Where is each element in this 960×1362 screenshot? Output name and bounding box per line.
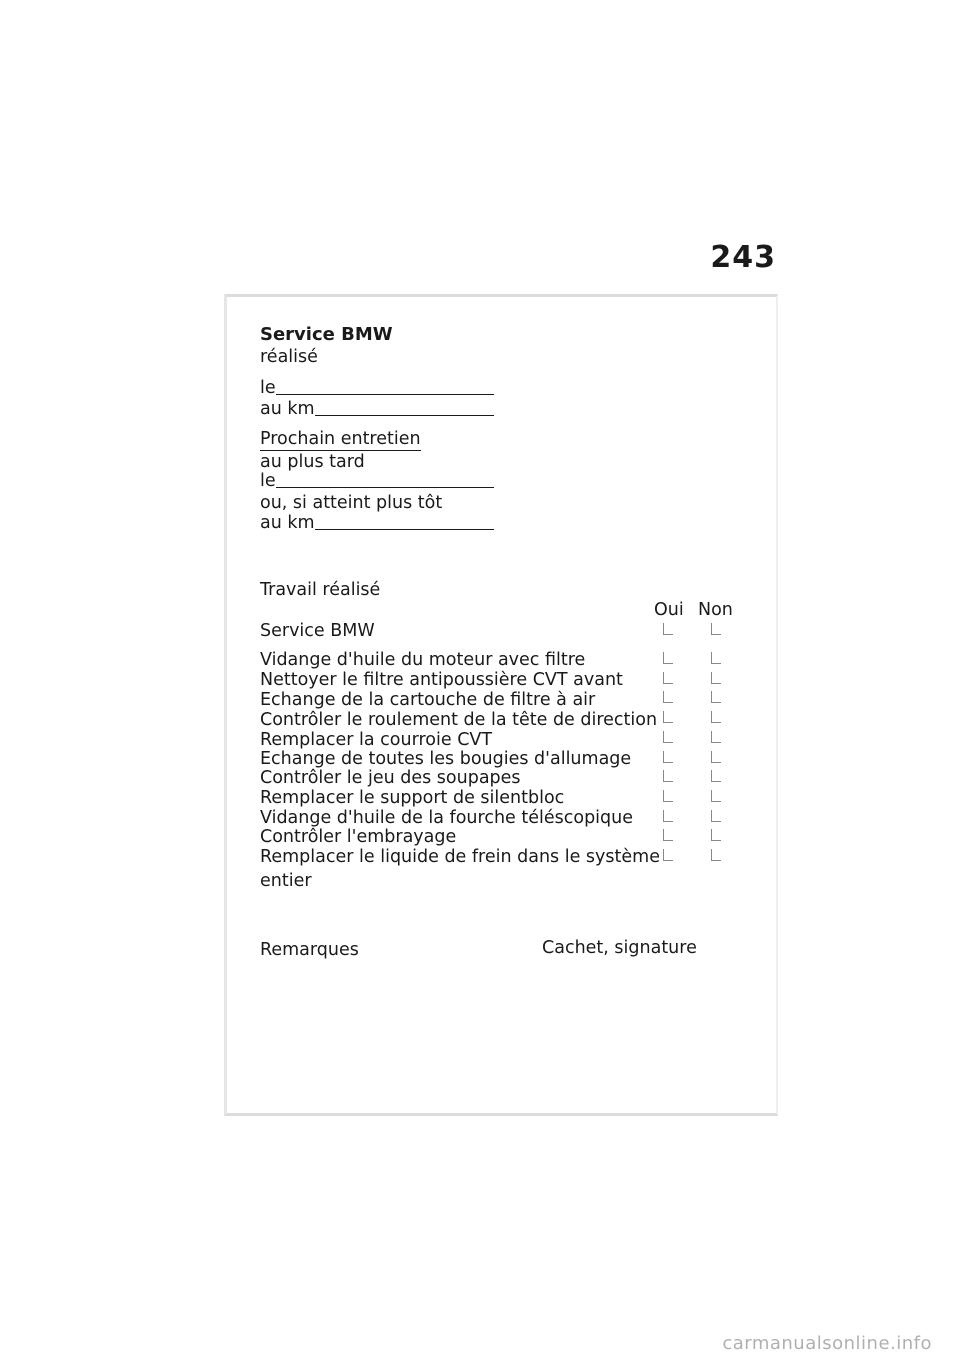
service-km-label: au km	[260, 399, 315, 419]
next-km-label: au km	[260, 513, 315, 533]
next-service-alt: ou, si atteint plus tôt	[260, 493, 443, 513]
item-yes-checkbox[interactable]	[663, 810, 673, 822]
next-service-latest: au plus tard	[260, 452, 365, 472]
service-no-checkbox[interactable]	[711, 623, 721, 635]
column-yes: Oui	[654, 600, 684, 620]
item-no-checkbox[interactable]	[711, 751, 721, 763]
page-number: 243	[710, 240, 776, 275]
work-service-label: Service BMW	[260, 621, 375, 641]
service-km-field[interactable]	[260, 399, 494, 419]
work-item: Echange de toutes les bougies d'allumage	[260, 749, 632, 769]
next-service-heading: Prochain entretien	[260, 429, 421, 449]
watermark-logo: carmanualsonline.info	[722, 1333, 932, 1354]
item-yes-checkbox[interactable]	[663, 691, 673, 703]
item-yes-checkbox[interactable]	[663, 672, 673, 684]
service-title: Service BMW	[260, 324, 393, 345]
work-item: Remplacer la courroie CVT	[260, 730, 493, 750]
next-date-label: le	[260, 471, 276, 491]
item-no-checkbox[interactable]	[711, 691, 721, 703]
item-yes-checkbox[interactable]	[663, 731, 673, 743]
item-no-checkbox[interactable]	[711, 672, 721, 684]
work-item: Contrôler l'embrayage	[260, 827, 457, 847]
item-yes-checkbox[interactable]	[663, 751, 673, 763]
work-item: Remplacer le liquide de frein dans le système	[260, 847, 660, 867]
item-no-checkbox[interactable]	[711, 829, 721, 841]
item-no-checkbox[interactable]	[711, 810, 721, 822]
work-item: Contrôler le jeu des soupapes	[260, 768, 521, 788]
item-no-checkbox[interactable]	[711, 849, 721, 861]
service-date-line[interactable]	[276, 393, 494, 395]
work-item: Remplacer le support de silentbloc	[260, 788, 565, 808]
item-yes-checkbox[interactable]	[663, 790, 673, 802]
service-date-label: le	[260, 378, 276, 398]
service-subtitle: réalisé	[260, 347, 318, 367]
work-item: Nettoyer le filtre antipoussière CVT avant	[260, 670, 623, 690]
service-yes-checkbox[interactable]	[663, 623, 673, 635]
item-yes-checkbox[interactable]	[663, 849, 673, 861]
work-item: Contrôler le roulement de la tête de direction	[260, 710, 658, 730]
item-yes-checkbox[interactable]	[663, 770, 673, 782]
next-km-field[interactable]	[260, 513, 494, 533]
item-no-checkbox[interactable]	[711, 731, 721, 743]
item-yes-checkbox[interactable]	[663, 829, 673, 841]
next-date-field[interactable]	[260, 471, 494, 491]
item-no-checkbox[interactable]	[711, 711, 721, 723]
item-no-checkbox[interactable]	[711, 652, 721, 664]
work-item: entier	[260, 871, 312, 891]
next-date-line[interactable]	[276, 486, 494, 488]
service-date-field[interactable]	[260, 378, 494, 398]
item-yes-checkbox[interactable]	[663, 711, 673, 723]
item-yes-checkbox[interactable]	[663, 652, 673, 664]
column-no: Non	[698, 600, 733, 620]
service-km-line[interactable]	[315, 414, 494, 416]
item-no-checkbox[interactable]	[711, 790, 721, 802]
item-no-checkbox[interactable]	[711, 770, 721, 782]
work-item: Vidange d'huile du moteur avec filtre	[260, 650, 586, 670]
work-item: Echange de la cartouche de filtre à air	[260, 690, 596, 710]
remarks-label: Remarques	[260, 940, 359, 960]
next-km-line[interactable]	[315, 528, 494, 530]
stamp-signature-label: Cachet, signature	[542, 938, 697, 958]
work-heading: Travail réalisé	[260, 580, 381, 600]
work-item: Vidange d'huile de la fourche téléscopique	[260, 808, 634, 828]
